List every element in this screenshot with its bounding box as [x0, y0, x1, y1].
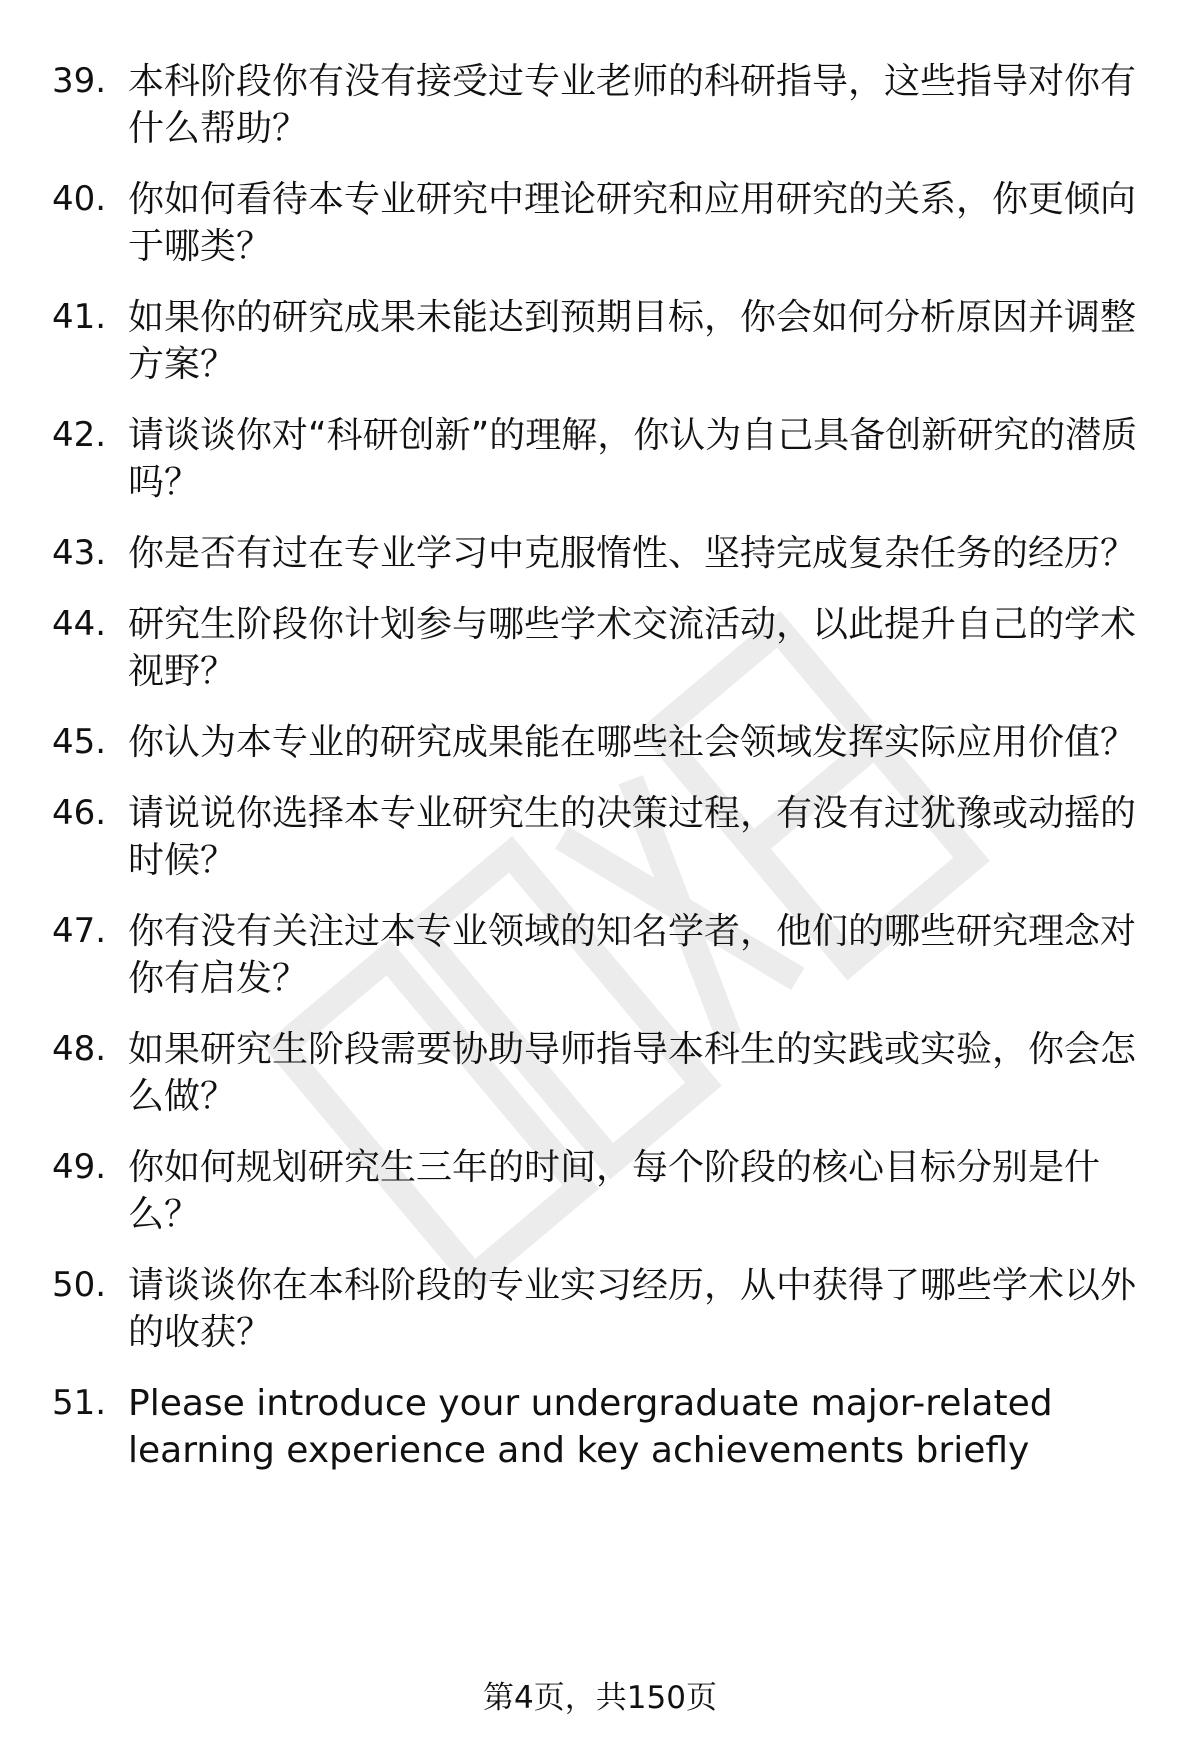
- question-text: 如果研究生阶段需要协助导师指导本科生的实践或实验，你会怎么做？: [128, 1029, 1137, 1117]
- question-text: 你是否有过在专业学习中克服惰性、坚持完成复杂任务的经历？: [128, 533, 1137, 574]
- question-number: 49.: [52, 1147, 107, 1187]
- question-number: 40.: [52, 179, 107, 219]
- question-text: 你有没有关注过本专业领域的知名学者，他们的哪些研究理念对你有启发？: [128, 911, 1137, 999]
- question-text: 请谈谈你在本科阶段的专业实习经历，从中获得了哪些学术以外的收获？: [128, 1265, 1137, 1353]
- list-item: [52, 412, 1152, 506]
- list-item: [52, 1380, 1152, 1474]
- list-item: [52, 601, 1152, 695]
- list-item: [52, 176, 1152, 270]
- question-text: 你认为本专业的研究成果能在哪些社会领域发挥实际应用价值？: [128, 722, 1137, 763]
- question-number: 46.: [52, 793, 107, 833]
- question-number: 47.: [52, 911, 107, 951]
- question-list: [52, 58, 1152, 1474]
- list-item: [52, 908, 1152, 1002]
- question-text: 你如何规划研究生三年的时间，每个阶段的核心目标分别是什么？: [128, 1147, 1101, 1235]
- list-item: [52, 294, 1152, 388]
- question-text: 你如何看待本专业研究中理论研究和应用研究的关系，你更倾向于哪类？: [128, 179, 1137, 267]
- question-text: Please introduce your undergraduate major-related learning experience and key achievements briefly: [128, 1383, 1053, 1471]
- list-item: [52, 719, 1152, 766]
- question-text: 请说说你选择本专业研究生的决策过程，有没有过犹豫或动摇的时候？: [128, 793, 1137, 881]
- list-item: [52, 790, 1152, 884]
- question-number: 39.: [52, 61, 107, 101]
- question-number: 43.: [52, 533, 107, 573]
- question-number: 50.: [52, 1265, 107, 1305]
- list-item: [52, 1144, 1152, 1238]
- question-number: 45.: [52, 722, 107, 762]
- question-text: 本科阶段你有没有接受过专业老师的科研指导，这些指导对你有什么帮助？: [128, 61, 1137, 149]
- list-item: [52, 1026, 1152, 1120]
- list-item: [52, 58, 1152, 152]
- list-item: [52, 1262, 1152, 1356]
- question-number: 51.: [52, 1383, 107, 1423]
- question-number: 41.: [52, 297, 107, 337]
- list-item: [52, 530, 1152, 577]
- question-text: 研究生阶段你计划参与哪些学术交流活动，以此提升自己的学术视野？: [128, 604, 1137, 692]
- question-number: 44.: [52, 604, 107, 644]
- question-text: 如果你的研究成果未能达到预期目标，你会如何分析原因并调整方案？: [128, 297, 1137, 385]
- question-text: 请谈谈你对“科研创新”的理解，你认为自己具备创新研究的潜质吗？: [128, 415, 1138, 503]
- question-number: 48.: [52, 1029, 107, 1069]
- page-footer: 第4页，共150页: [483, 1680, 717, 1716]
- question-number: 42.: [52, 415, 107, 455]
